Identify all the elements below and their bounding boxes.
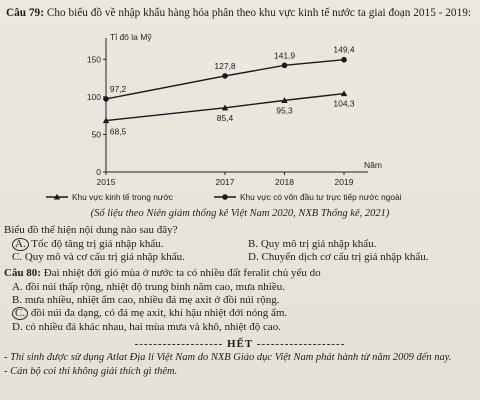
data-point-circle	[103, 96, 109, 102]
q79-option-d-letter: D.	[248, 251, 259, 263]
chart-legend	[46, 192, 402, 202]
data-label: 97,2	[109, 83, 127, 94]
chart-source: (Số liệu theo Niên giám thống kê Việt Nam 2020, NXB Thống kê, 2021)	[90, 208, 390, 219]
q79-option-a-text: Tốc độ tăng trị giá nhập khẩu.	[31, 238, 164, 250]
q79-option-a-letter: A.	[12, 238, 29, 251]
q79-option-c-text: Quy mô và cơ cấu trị giá nhập khẩu.	[24, 251, 185, 263]
q79-option-b-letter: B.	[248, 238, 259, 250]
question-79-prompt: Biểu đồ thể hiện nội dung nào sau đây?	[4, 224, 178, 236]
data-label: 85,4	[216, 112, 234, 123]
legend-label-domestic: Khu vực kinh tế trong nước	[72, 192, 173, 202]
q80-option-d-text: có nhiều đá khác nhau, hai mùa mưa và khô, nhiệt độ cao.	[25, 321, 281, 333]
data-label: 141,9	[273, 50, 296, 61]
q80-option-a-text: đồi núi thấp rộng, nhiệt độ trung bình năm cao, mưa nhiều.	[25, 281, 285, 293]
chart-axes	[87, 32, 382, 187]
q80-option-d-letter: D.	[12, 321, 23, 333]
note-atlas: - Thí sinh được sử dụng Atlat Địa lí Việt Nam do NXB Giáo dục Việt Nam phát hành từ năm 2009 đến nay.	[4, 352, 452, 363]
x-tick-label: 2015	[96, 177, 116, 187]
q80-option-a-letter: A.	[12, 281, 23, 293]
x-tick-label: 2017	[215, 177, 235, 187]
y-tick-label: 100	[86, 91, 101, 102]
data-point-circle	[341, 57, 347, 63]
q79-option-d[interactable]	[248, 251, 429, 264]
data-label: 127,8	[214, 60, 236, 71]
chart-series	[103, 45, 355, 137]
question-80-title	[4, 267, 321, 280]
question-79-number: Câu 79:	[6, 7, 44, 19]
data-point-circle	[222, 73, 228, 79]
q80-option-c[interactable]	[12, 307, 287, 320]
q80-option-d[interactable]	[12, 321, 281, 334]
y-tick-label: 0	[96, 167, 101, 177]
question-80-text: Đai nhiệt đới gió mùa ở nước ta có nhiều đất feralit chủ yếu do	[43, 267, 321, 279]
data-label: 95,3	[276, 105, 293, 116]
data-label: 104,3	[333, 98, 355, 109]
note-proctor: - Cán bộ coi thi không giải thích gì thêm.	[4, 366, 178, 377]
import-line-chart	[0, 22, 480, 208]
end-marker: ------------------- HẾT -------------------	[134, 338, 346, 350]
y-tick-label: 150	[86, 54, 101, 65]
data-label: 68,5	[109, 126, 127, 137]
legend-label-foreign: Khu vực có vốn đầu tư trực tiếp nước ngoài	[240, 192, 402, 202]
q79-option-b[interactable]	[248, 238, 376, 251]
question-80-number: Câu 80:	[4, 267, 41, 279]
q79-option-c-letter: C.	[12, 251, 23, 263]
q79-option-b-text: Quy mô trị giá nhập khẩu.	[260, 238, 377, 250]
q80-option-b[interactable]	[12, 294, 279, 307]
legend-marker-circle	[222, 194, 228, 200]
q79-option-d-text: Chuyển dịch cơ cấu trị giá nhập khẩu.	[261, 251, 429, 263]
data-label: 149,4	[333, 44, 355, 55]
x-tick-label: 2019	[334, 177, 354, 187]
x-axis-label: Năm	[364, 160, 382, 170]
data-point-circle	[282, 63, 288, 69]
question-79-title	[6, 6, 476, 20]
q79-option-c[interactable]	[12, 251, 185, 264]
q80-option-c-letter: C.	[12, 307, 28, 320]
x-tick-label: 2018	[275, 177, 294, 187]
q80-option-b-letter: B.	[12, 294, 23, 306]
y-tick-label: 50	[91, 129, 101, 140]
q80-option-b-text: mưa nhiều, nhiệt ẩm cao, nhiều đá mẹ axit ở đồi núi rộng.	[24, 294, 280, 306]
q80-option-c-text: đồi núi đa dạng, có đá mẹ axit, khí hậu nhiệt đới nóng ẩm.	[30, 307, 288, 319]
y-axis-label: Tỉ đô la Mỹ	[110, 32, 152, 42]
q79-option-a[interactable]	[12, 238, 164, 251]
q80-option-a[interactable]	[12, 281, 285, 294]
question-79-text: Cho biểu đồ về nhập khẩu hàng hóa phân theo khu vực kinh tế nước ta giai đoạn 2015 - 2019:	[46, 7, 472, 19]
